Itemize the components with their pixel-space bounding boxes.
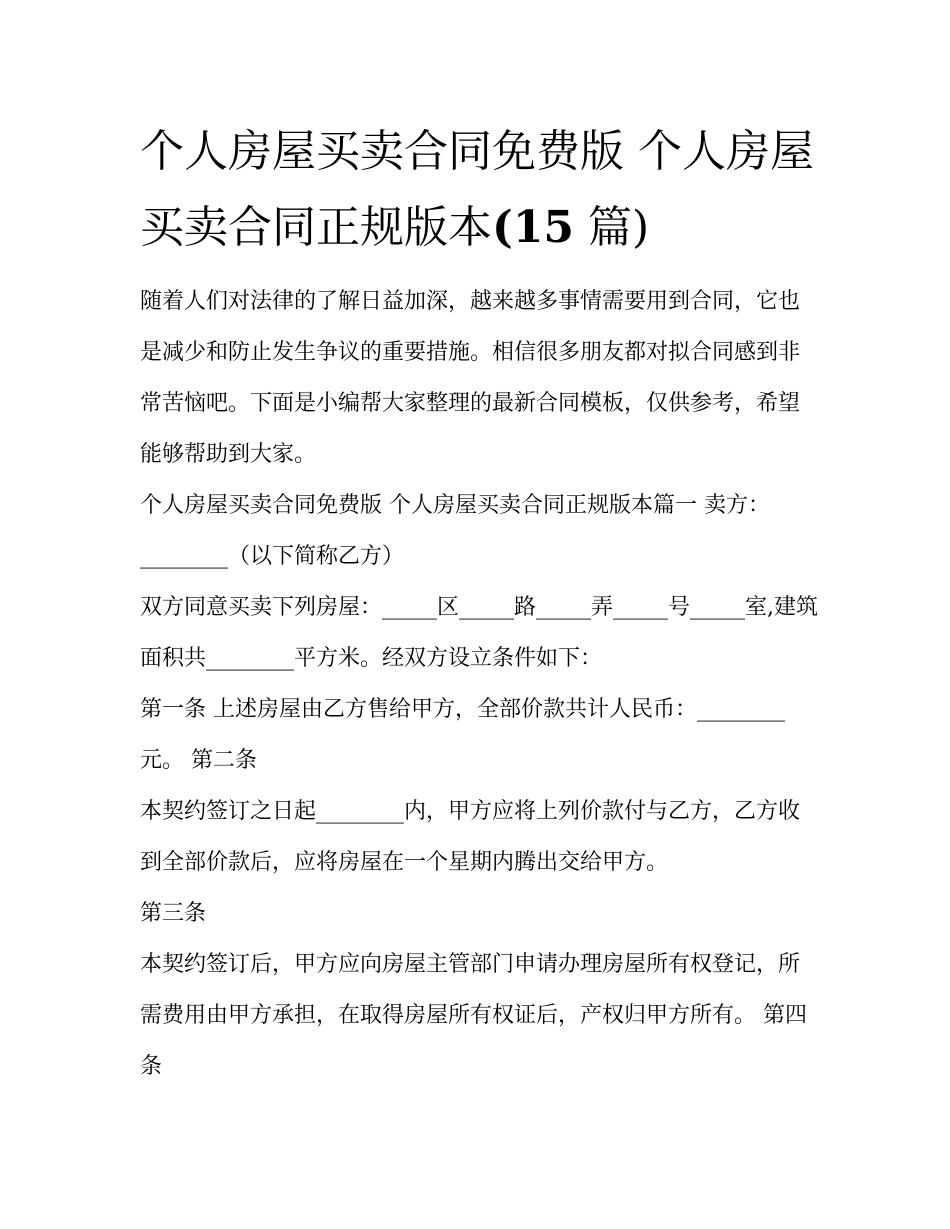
title-count: (15	[492, 202, 575, 253]
article-two-paragraph: 本契约签订之日起________内，甲方应将上列价款付与乙方，乙方收到全部价款后，应将房屋在一个星期内腾出交给甲方。	[140, 799, 801, 875]
document-body	[140, 276, 820, 1092]
article-three-paragraph: 本契约签订后，甲方应向房屋主管部门申请办理房屋所有权登记，所需费用由甲方承担，在取得房屋所有权证后，产权归甲方所有。 第四条	[140, 952, 807, 1079]
article-one-paragraph: 第一条 上述房屋由乙方售给甲方，全部价款共计人民币：________元。 第二条	[140, 697, 785, 773]
article-three-heading: 第三条	[140, 901, 207, 926]
title-text: 个人房屋买卖合同免费版 个人房屋买卖合同正规版本	[140, 126, 814, 253]
section-one-heading: 个人房屋买卖合同免费版 个人房屋买卖合同正规版本篇一 卖方：________（以下简称乙方）	[140, 493, 770, 569]
title-suffix: 篇)	[574, 202, 650, 253]
document-title	[140, 114, 820, 266]
property-paragraph: 双方同意买卖下列房屋：_____区_____路_____弄_____号_____室,建筑面积共________平方米。经双方设立条件如下：	[140, 595, 818, 671]
intro-paragraph: 随着人们对法律的了解日益加深，越来越多事情需要用到合同，它也是减少和防止发生争议的重要措施。相信很多朋友都对拟合同感到非常苦恼吧。下面是小编帮大家整理的最新合同模板，仅供参考，希望能够帮助到大家。	[140, 289, 801, 467]
